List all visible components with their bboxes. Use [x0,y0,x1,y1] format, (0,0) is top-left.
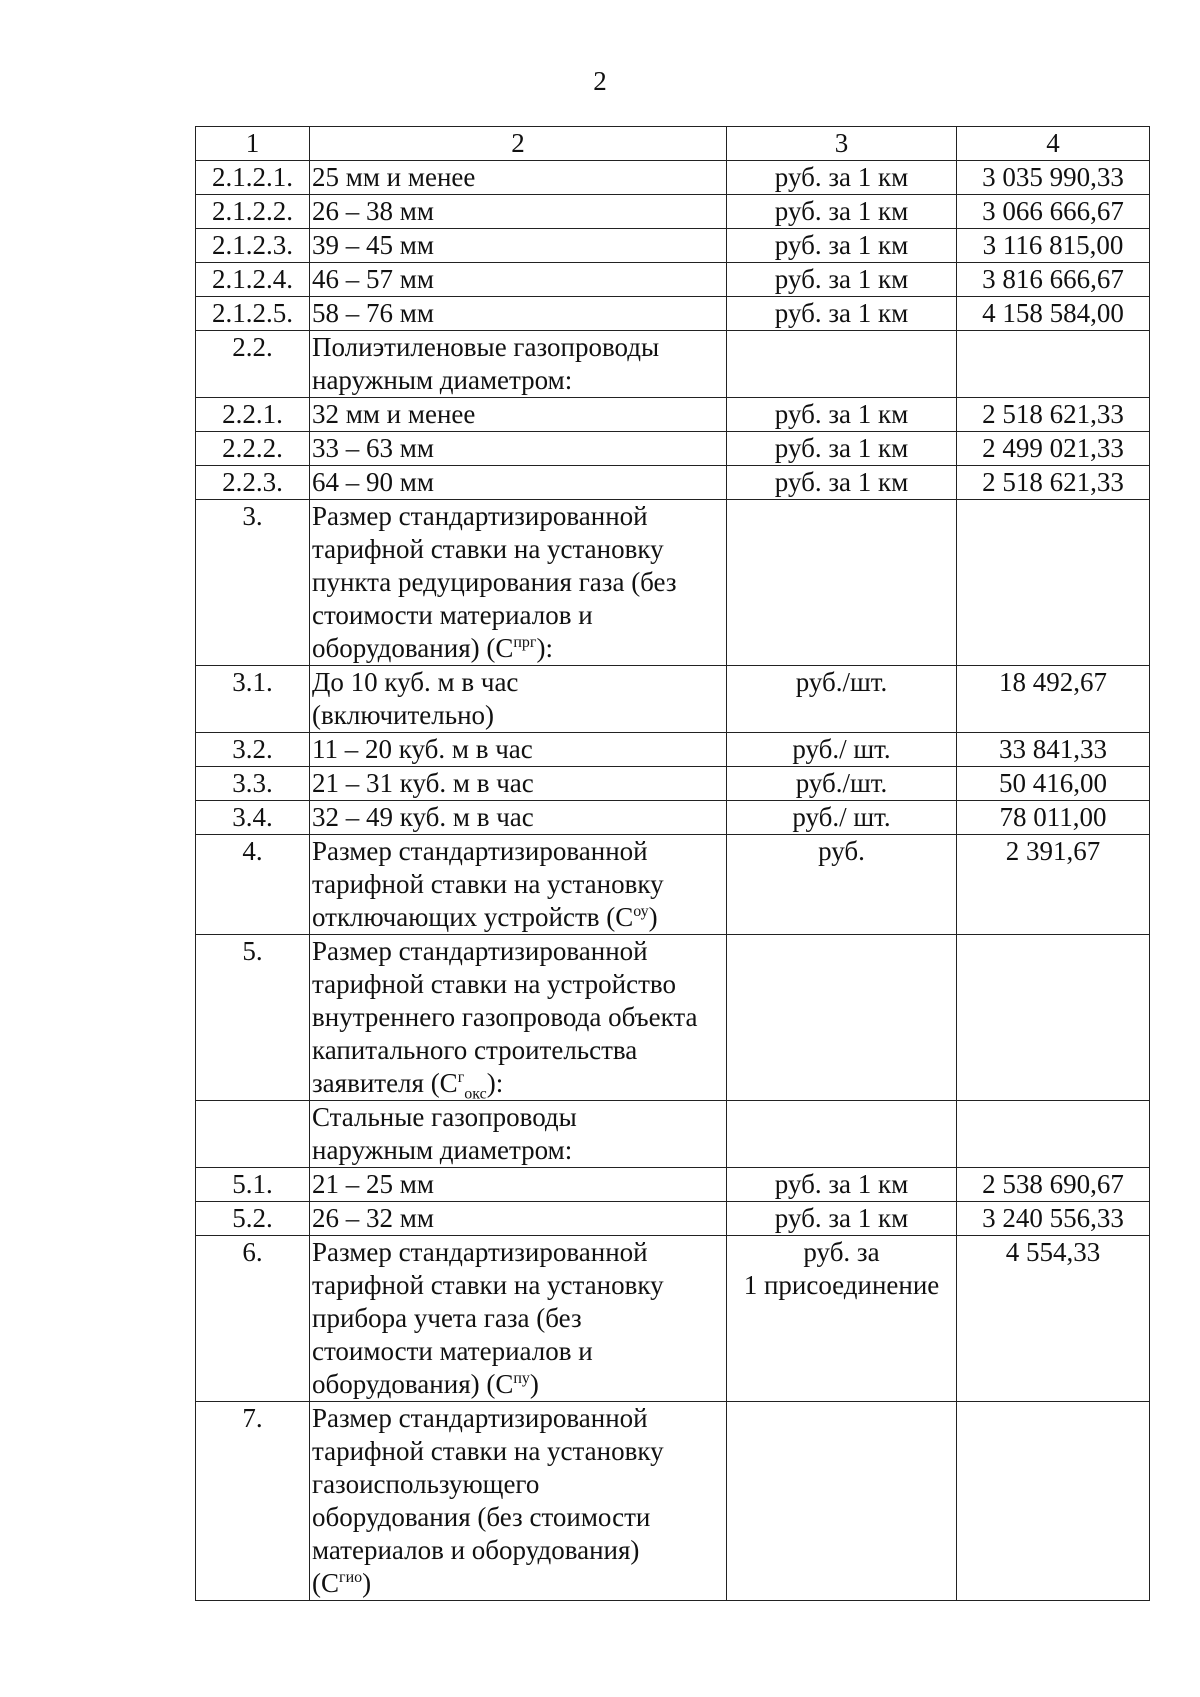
description-line: Размер стандартизированной [312,1237,648,1267]
description-line: До 10 куб. м в час [312,667,519,697]
table-row [196,1168,1150,1202]
table-header-row [196,127,1150,161]
row-unit [727,297,957,331]
row-description [310,733,727,767]
table-row [196,1236,1150,1402]
description-line: оборудования (без стоимости [312,1502,651,1532]
row-number: 2.2. [196,331,310,398]
row-description [310,801,727,835]
description-tail: ): [486,1068,504,1098]
description-tail: ) [648,902,658,932]
table-row [196,1402,1150,1601]
row-description [310,466,727,500]
unit-line: руб. за 1 км [774,399,909,429]
row-number: 2.1.2.1. [196,161,310,195]
table-row [196,666,1150,733]
description-text: оборудования) (С [312,1369,514,1399]
description-line: 58 – 76 мм [312,298,434,328]
table-row [196,1101,1150,1168]
row-number: 2.1.2.5. [196,297,310,331]
row-unit [727,500,957,666]
row-description [310,297,727,331]
row-value: 18 492,67 [957,666,1150,733]
row-value: 4 158 584,00 [957,297,1150,331]
table-body [196,161,1150,1601]
description-line: тарифной ставки на установку [312,1270,664,1300]
table-row [196,297,1150,331]
description-line: 46 – 57 мм [312,264,434,294]
row-description [310,1236,727,1402]
row-description [310,432,727,466]
row-description [310,1168,727,1202]
unit-line: руб. за [803,1237,880,1267]
row-number: 2.1.2.3. [196,229,310,263]
symbol-superscript: гио [339,1569,363,1586]
table-row [196,432,1150,466]
row-number: 3.3. [196,767,310,801]
description-line: Размер стандартизированной [312,501,648,531]
row-description [310,500,727,666]
row-unit [727,432,957,466]
description-line: 32 мм и менее [312,399,476,429]
header-col-2: 2 [310,127,727,161]
unit-line: руб. за 1 км [774,467,909,497]
row-number: 3.4. [196,801,310,835]
description-line: Полиэтиленовые газопроводы [312,332,660,362]
table-row [196,398,1150,432]
unit-line: руб. за 1 км [774,230,909,260]
row-unit [727,767,957,801]
row-unit [727,229,957,263]
description-line: Размер стандартизированной [312,936,648,966]
description-line: материалов и оборудования) [312,1535,640,1565]
table-row [196,767,1150,801]
row-description [310,263,727,297]
row-number: 6. [196,1236,310,1402]
row-unit [727,835,957,935]
table-row [196,801,1150,835]
row-number: 5.1. [196,1168,310,1202]
row-value: 3 035 990,33 [957,161,1150,195]
description-line: 21 – 31 куб. м в час [312,768,534,798]
row-number: 2.2.2. [196,432,310,466]
row-number: 2.1.2.4. [196,263,310,297]
row-value: 2 518 621,33 [957,398,1150,432]
row-unit [727,1236,957,1402]
description-line-with-symbol [312,1567,722,1600]
row-unit [727,733,957,767]
description-line: 21 – 25 мм [312,1169,434,1199]
description-line: 33 – 63 мм [312,433,434,463]
description-text: оборудования) (С [312,633,514,663]
symbol-superscript: г [457,1069,465,1086]
row-value: 4 554,33 [957,1236,1150,1402]
row-number: 5.2. [196,1202,310,1236]
symbol-subscript: окс [464,1085,487,1103]
row-description [310,935,727,1101]
row-value [957,1402,1150,1601]
row-unit [727,466,957,500]
header-col-3: 3 [727,127,957,161]
row-number: 4. [196,835,310,935]
row-value: 2 518 621,33 [957,466,1150,500]
row-description [310,1101,727,1168]
row-value: 3 066 666,67 [957,195,1150,229]
table-row [196,466,1150,500]
table-row [196,500,1150,666]
row-unit [727,161,957,195]
row-value: 2 499 021,33 [957,432,1150,466]
row-description [310,1402,727,1601]
table-row [196,1202,1150,1236]
row-number: 2.2.3. [196,466,310,500]
row-value: 50 416,00 [957,767,1150,801]
description-line: газоиспользующего [312,1469,540,1499]
description-line: пункта редуцирования газа (без [312,567,677,597]
row-number: 3.1. [196,666,310,733]
row-description [310,1202,727,1236]
description-line: тарифной ставки на установку [312,1436,664,1466]
description-line: тарифной ставки на установку [312,534,664,564]
unit-line: руб. за 1 км [774,433,909,463]
table-row [196,733,1150,767]
description-text: отключающих устройств (С [312,902,634,932]
row-unit [727,263,957,297]
table-row [196,835,1150,935]
row-value [957,935,1150,1101]
row-description [310,195,727,229]
symbol-superscript: пу [513,1370,530,1387]
table-row [196,935,1150,1101]
row-description [310,331,727,398]
row-value: 33 841,33 [957,733,1150,767]
table-row [196,161,1150,195]
description-line: Размер стандартизированной [312,1403,648,1433]
row-description [310,161,727,195]
row-description [310,767,727,801]
unit-line: руб. [818,836,865,866]
row-unit [727,935,957,1101]
row-value: 3 240 556,33 [957,1202,1150,1236]
description-tail: ) [362,1568,372,1598]
row-description [310,229,727,263]
description-text: (С [312,1568,339,1598]
description-line: 25 мм и менее [312,162,476,192]
unit-line: 1 присоединение [743,1270,940,1300]
description-line: Стальные газопроводы [312,1102,577,1132]
symbol-superscript: оу [633,903,649,920]
row-number [196,1101,310,1168]
row-number: 2.2.1. [196,398,310,432]
unit-line: руб. за 1 км [774,264,909,294]
description-line: капитального строительства [312,1035,638,1065]
row-value [957,500,1150,666]
description-tail: ) [529,1369,539,1399]
description-line: внутреннего газопровода объекта [312,1002,698,1032]
row-unit [727,1402,957,1601]
row-value: 78 011,00 [957,801,1150,835]
row-value [957,1101,1150,1168]
description-line: стоимости материалов и [312,600,593,630]
unit-line: руб. за 1 км [774,196,909,226]
unit-line: руб./шт. [795,667,888,697]
row-value: 2 391,67 [957,835,1150,935]
description-line: 32 – 49 куб. м в час [312,802,534,832]
row-unit [727,331,957,398]
page-number: 2 [593,66,607,96]
row-number: 2.1.2.2. [196,195,310,229]
unit-line: руб. за 1 км [774,1169,909,1199]
description-line: 39 – 45 мм [312,230,434,260]
description-line: (включительно) [312,700,495,730]
unit-line: руб. за 1 км [774,1203,909,1233]
row-description [310,835,727,935]
description-line-with-symbol [312,1067,722,1103]
row-unit [727,666,957,733]
description-line: прибора учета газа (без [312,1303,582,1333]
description-line: 26 – 32 мм [312,1203,434,1233]
row-unit [727,1202,957,1236]
row-unit [727,398,957,432]
description-line: тарифной ставки на устройство [312,969,676,999]
row-description [310,666,727,733]
description-text: заявителя (С [312,1068,458,1098]
description-line: 64 – 90 мм [312,467,434,497]
row-description [310,398,727,432]
description-line-with-symbol [312,1368,722,1401]
row-number: 7. [196,1402,310,1601]
row-number: 3. [196,500,310,666]
description-line-with-symbol [312,632,722,665]
description-line: тарифной ставки на установку [312,869,664,899]
table-row [196,263,1150,297]
header-col-4: 4 [957,127,1150,161]
row-value [957,331,1150,398]
symbol-superscript: прг [513,634,537,651]
description-line: наружным диаметром: [312,1135,573,1165]
description-tail: ): [536,633,553,663]
description-line: 26 – 38 мм [312,196,434,226]
header-col-1: 1 [196,127,310,161]
description-line-with-symbol [312,901,722,934]
description-line: 11 – 20 куб. м в час [312,734,533,764]
unit-line: руб./ шт. [792,802,891,832]
row-number: 3.2. [196,733,310,767]
description-line: стоимости материалов и [312,1336,593,1366]
unit-line: руб./ шт. [792,734,891,764]
row-unit [727,801,957,835]
description-line: наружным диаметром: [312,365,573,395]
row-value: 3 116 815,00 [957,229,1150,263]
table-row [196,331,1150,398]
row-value: 3 816 666,67 [957,263,1150,297]
table-row [196,229,1150,263]
unit-line: руб. за 1 км [774,298,909,328]
row-unit [727,195,957,229]
unit-line: руб./шт. [795,768,888,798]
row-number: 5. [196,935,310,1101]
row-unit [727,1101,957,1168]
row-unit [727,1168,957,1202]
table-row [196,195,1150,229]
unit-line: руб. за 1 км [774,162,909,192]
tariff-table [195,126,1150,1601]
description-line: Размер стандартизированной [312,836,648,866]
row-value: 2 538 690,67 [957,1168,1150,1202]
